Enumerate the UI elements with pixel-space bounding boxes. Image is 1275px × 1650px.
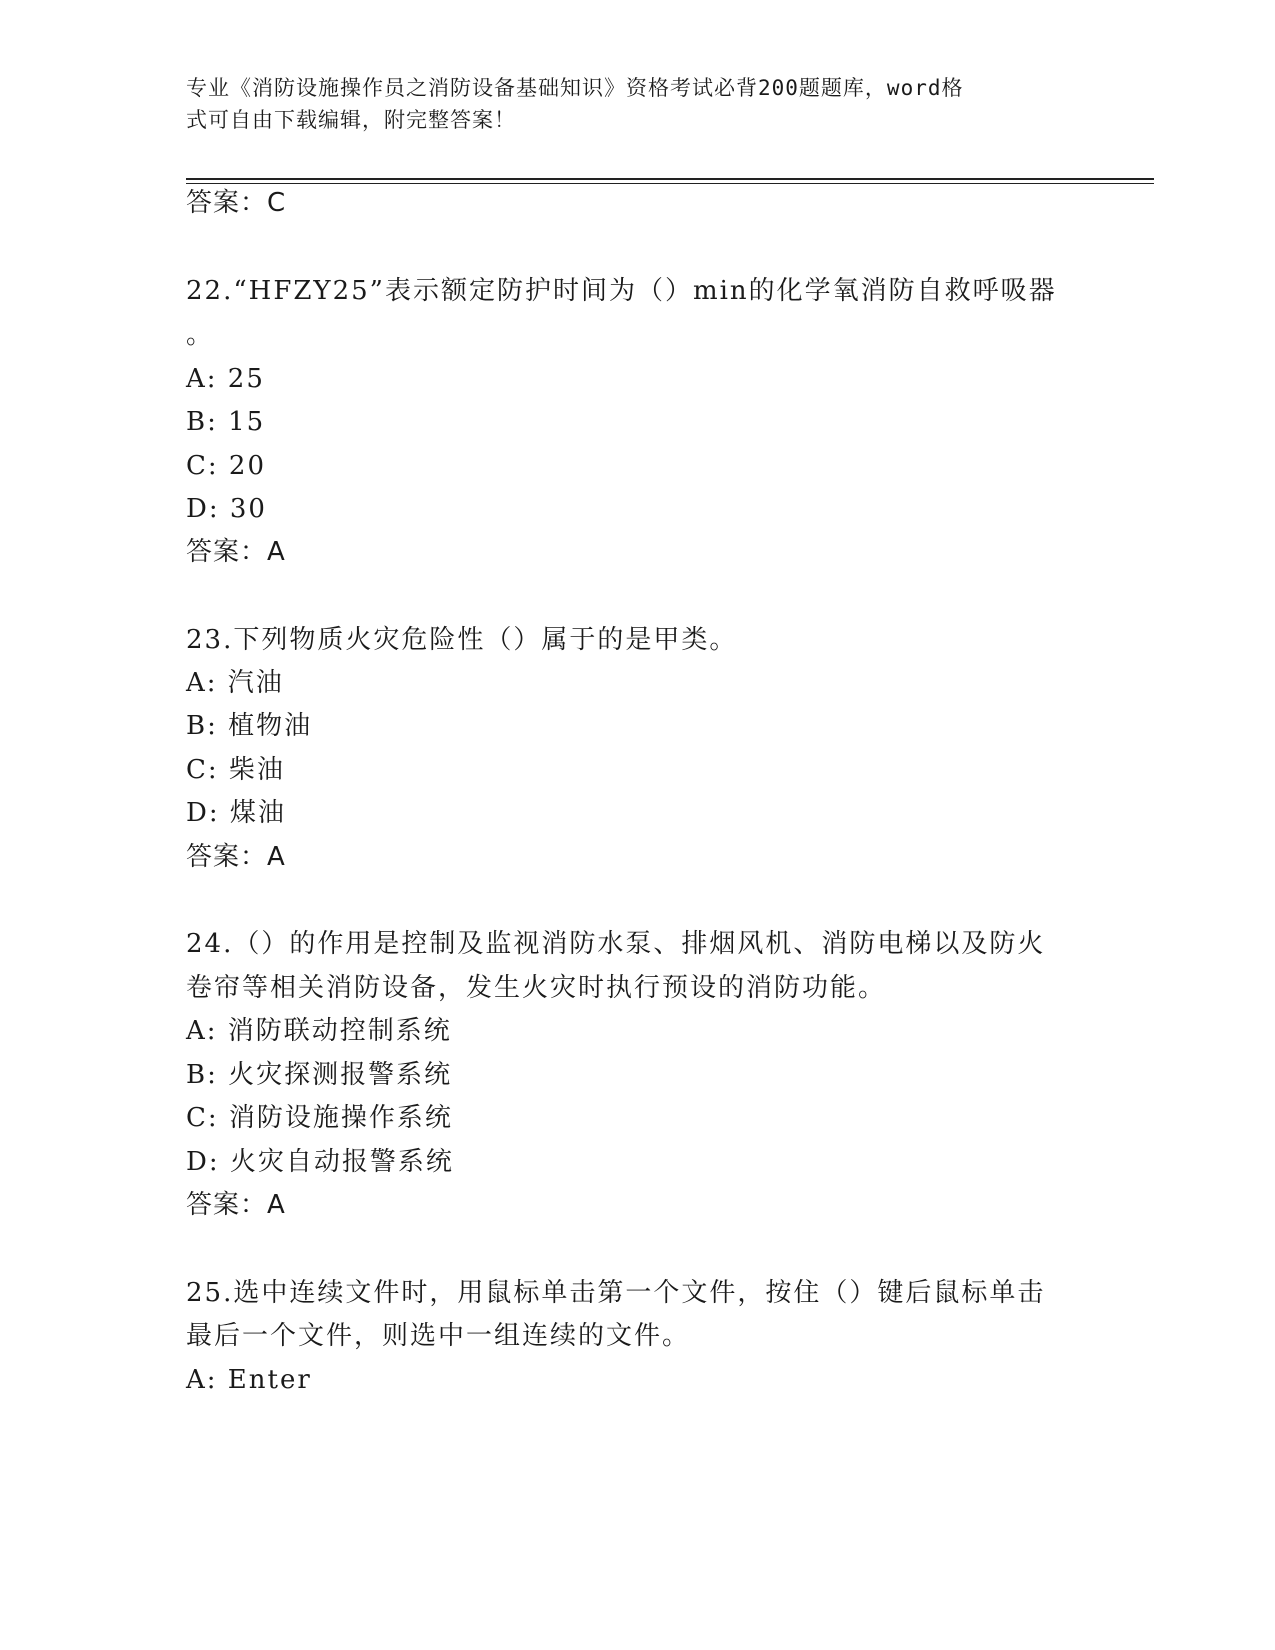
question-24-option-d: D: 火灾自动报警系统: [186, 1147, 454, 1177]
question-22-option-b: B: 15: [186, 407, 266, 437]
header-intro-line-1: 专业《消防设施操作员之消防设备基础知识》资格考试必背200题题库，word格: [186, 76, 964, 100]
header-intro-line-2: 式可自由下载编辑，附完整答案！: [186, 108, 516, 132]
question-25-option-a: A: Enter: [186, 1365, 312, 1395]
question-24-option-a: A: 消防联动控制系统: [186, 1016, 452, 1046]
question-23-option-d: D: 煤油: [186, 798, 286, 828]
question-23-option-c: C: 柴油: [186, 755, 285, 785]
question-22-option-a: A: 25: [186, 364, 265, 394]
question-22-option-d: D: 30: [186, 494, 267, 524]
question-25-stem-line-2: 最后一个文件，则选中一组连续的文件。: [186, 1321, 691, 1351]
question-24-answer: 答案：A: [186, 1190, 286, 1220]
question-22-stem-line-2: 。: [186, 320, 215, 350]
question-23-option-a: A: 汽油: [186, 668, 284, 698]
question-24-option-c: C: 消防设施操作系统: [186, 1103, 453, 1133]
question-24-stem-line-2: 卷帘等相关消防设备，发生火灾时执行预设的消防功能。: [186, 973, 887, 1003]
question-22-answer: 答案：A: [186, 537, 286, 567]
answer-prev: 答案：C: [186, 188, 287, 218]
question-23-answer: 答案：A: [186, 842, 286, 872]
question-22-stem-line-1: 22.“HFZY25”表示额定防护时间为（）min的化学氧消防自救呼吸器: [186, 276, 1057, 306]
question-22-option-c: C: 20: [186, 451, 267, 481]
question-25-stem-line-1: 25.选中连续文件时，用鼠标单击第一个文件，按住（）键后鼠标单击: [186, 1278, 1046, 1308]
header-rule-thin: [186, 183, 1154, 184]
question-24-option-b: B: 火灾探测报警系统: [186, 1060, 453, 1090]
document-header: [186, 72, 1066, 136]
question-23-stem-line-1: 23.下列物质火灾危险性（）属于的是甲类。: [186, 625, 738, 655]
question-23-option-b: B: 植物油: [186, 711, 313, 741]
header-rule-thick: [186, 178, 1154, 180]
question-24-stem-line-1: 24.（）的作用是控制及监视消防水泵、排烟风机、消防电梯以及防火: [186, 929, 1046, 959]
